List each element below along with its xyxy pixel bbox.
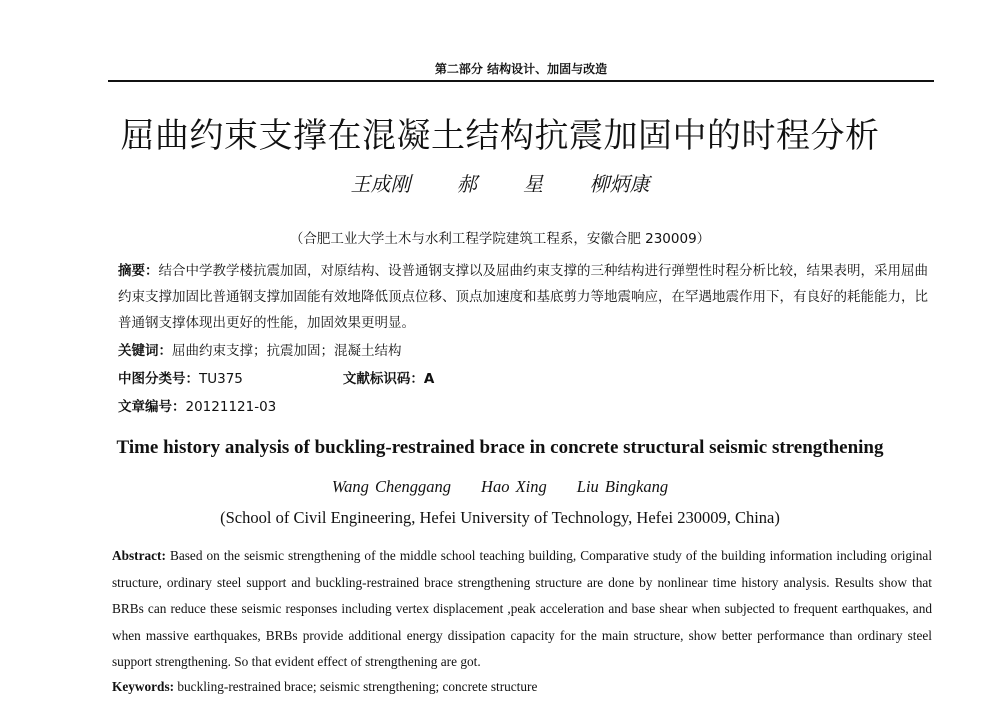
- article-number: [118, 394, 928, 420]
- chinese-abstract: [118, 258, 928, 336]
- header-rule: [108, 80, 934, 82]
- abstract-text: Based on the seismic strengthening of the middle school teaching building, Comparative study of the building information including original structure, ordinary steel support and buckling-restrained brace strengthening structure are done by nonlinear time history analysis. Results show that BRBs can reduce these seismic responses including vertex displacement ,peak acceleration and base shear when subjected to frequent earthquakes, and when massive earthquakes, BRBs provide additional energy dissipation capacity for the main structure, show better performance than ordinary steel support strengthening. So that evident effect of strengthening are got.: [112, 548, 933, 670]
- keywords-text: buckling-restrained brace; seismic strengthening; concrete structure: [177, 679, 538, 694]
- running-header: 第二部分 结构设计、加固与改造: [434, 62, 608, 76]
- author: 柳炳康: [589, 172, 650, 196]
- author: 郝 星: [456, 172, 544, 196]
- classification-label: 中图分类号：: [118, 371, 199, 387]
- abstract-label: 摘要：: [118, 263, 159, 279]
- classification-line: [118, 366, 928, 392]
- article-no-value: 20121121-03: [185, 399, 277, 415]
- english-affiliation: (School of Civil Engineering, Hefei University of Technology, Hefei 230009, China): [220, 508, 780, 527]
- abstract-text: 结合中学教学楼抗震加固，对原结构、设普通钢支撑以及屈曲约束支撑的三种结构进行弹塑性时程分析比较，结果表明，采用屈曲约束支撑加固比普通钢支撑加固能有效地降低顶点位移、顶点加速度和基底剪力等地震响应，在罕遇地震作用下，有良好的耗能能力，比普通钢支撑体现出更好的性能，加固效果更明显。: [118, 263, 928, 331]
- keywords-label: Keywords:: [112, 679, 175, 694]
- doc-code-label: 文献标识码：: [342, 371, 424, 387]
- paper-title: 屈曲约束支撑在混凝土结构抗震加固中的时程分析: [120, 116, 880, 156]
- article-no-label: 文章编号：: [118, 399, 186, 415]
- author: 王成刚: [350, 172, 411, 196]
- keywords-text: 屈曲约束支撑；抗震加固；混凝土结构: [172, 343, 402, 359]
- english-keywords: [112, 679, 932, 695]
- abstract-label: Abstract:: [112, 548, 166, 563]
- author: Wang Chenggang: [331, 477, 452, 496]
- english-abstract: [112, 543, 932, 676]
- english-authors: [0, 477, 1000, 497]
- authors: [0, 168, 1000, 197]
- keywords-label: 关键词：: [118, 343, 172, 359]
- doc-code-value: A: [423, 371, 435, 387]
- chinese-keywords: [118, 338, 928, 364]
- classification-value: TU375: [199, 371, 243, 387]
- author: Liu Bingkang: [576, 477, 669, 496]
- author: Hao Xing: [481, 477, 547, 496]
- affiliation: （合肥工业大学土木与水利工程学院建筑工程系，安徽合肥 230009）: [289, 231, 711, 247]
- english-title: Time history analysis of buckling-restrained brace in concrete structural seismic strengthening: [116, 437, 884, 458]
